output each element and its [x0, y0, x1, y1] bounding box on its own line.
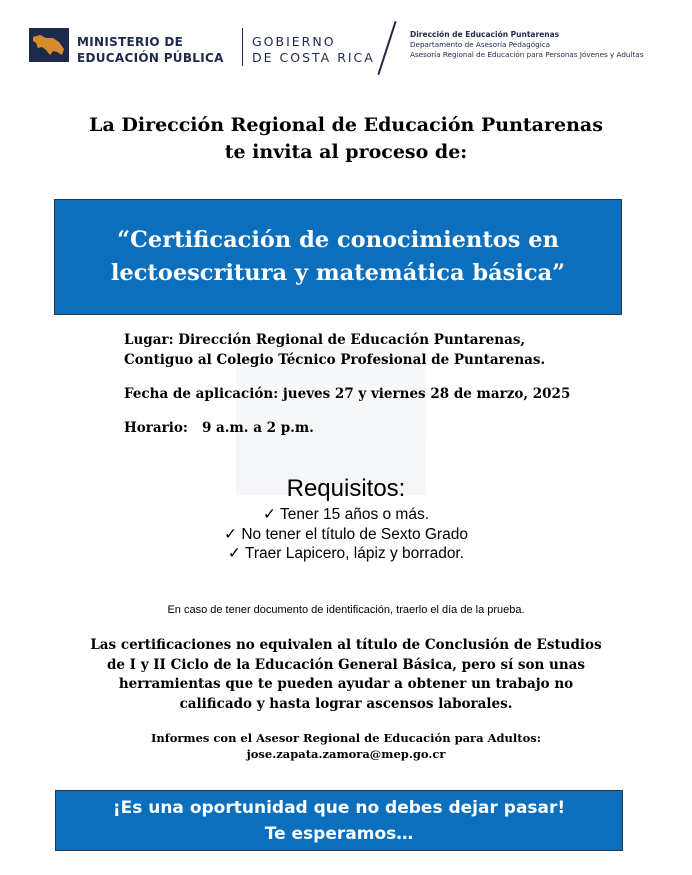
page-title — [0, 112, 692, 166]
title-line-1: La Dirección Regional de Educación Puntarenas — [89, 114, 603, 136]
header-slash-divider — [377, 21, 396, 75]
certification-banner — [54, 199, 622, 315]
contact-info — [0, 730, 692, 762]
ministry-line-1: MINISTERIO DE — [77, 35, 184, 49]
requirement-item: ✓ Traer Lapicero, lápiz y borrador. — [227, 545, 465, 562]
place-line-2: Contiguo al Colegio Técnico Profesional de Puntarenas. — [124, 352, 546, 368]
place-info — [124, 330, 545, 370]
contact-line: Informes con el Asesor Regional de Educación para Adultos: — [151, 731, 541, 745]
id-document-note: En caso de tener documento de identificación, traerlo el día de la prueba. — [167, 604, 525, 616]
gov-line-2: DE COSTA RICA — [252, 50, 375, 65]
letterhead — [0, 0, 692, 90]
schedule-info — [124, 418, 314, 438]
banner-line-2: lectoescritura y matemática básica” — [110, 260, 566, 286]
header-divider — [242, 28, 243, 66]
para-line-4: calificado y hasta lograr ascensos laborales. — [179, 695, 513, 712]
requirement-item: ✓ Tener 15 años o más. — [262, 506, 430, 523]
requirements-title: Requisitos: — [286, 475, 406, 502]
para-line-1: Las certificaciones no equivalen al título de Conclusión de Estudios — [90, 637, 602, 653]
ministry-line-2: EDUCACIÓN PÚBLICA — [77, 51, 224, 65]
schedule-value: 9 a.m. a 2 p.m. — [201, 420, 314, 436]
dir-line-2: Departamento de Asesoría Pedagógica — [410, 40, 551, 49]
dir-line-3: Asesoría Regional de Educación para Personas Jóvenes y Adultas — [410, 50, 644, 59]
schedule-label: Horario: — [124, 420, 188, 436]
requirements-list — [0, 505, 692, 564]
dir-line-1: Dirección de Educación Puntarenas — [410, 30, 560, 39]
gov-line-1: GOBIERNO — [252, 34, 336, 49]
para-line-3: herramientas que te pueden ayudar a obtener un trabajo no — [118, 676, 574, 692]
direction-info — [410, 30, 643, 60]
government-name — [252, 34, 375, 66]
banner-line-1: “Certificación de conocimientos en — [117, 227, 559, 253]
disclaimer-paragraph — [60, 636, 632, 714]
requirement-item: ✓ No tener el título de Sexto Grado — [224, 525, 468, 543]
footer-banner — [55, 790, 623, 851]
title-line-2: te invita al proceso de: — [224, 141, 468, 163]
place-line-1: Lugar: Dirección Regional de Educación Puntarenas, — [124, 332, 526, 348]
date-info: Fecha de aplicación: jueves 27 y viernes 28 de marzo, 2025 — [124, 386, 571, 402]
footer-line-1: ¡Es una oportunidad que no debes dejar pasar! — [112, 797, 566, 818]
para-line-2: de I y II Ciclo de la Educación General Básica, pero sí son unas — [106, 656, 586, 673]
costa-rica-map-logo-icon — [29, 28, 69, 62]
contact-email: jose.zapata.zamora@mep.go.cr — [246, 747, 446, 761]
ministry-name — [77, 34, 224, 66]
footer-line-2: Te esperamos… — [264, 823, 414, 844]
